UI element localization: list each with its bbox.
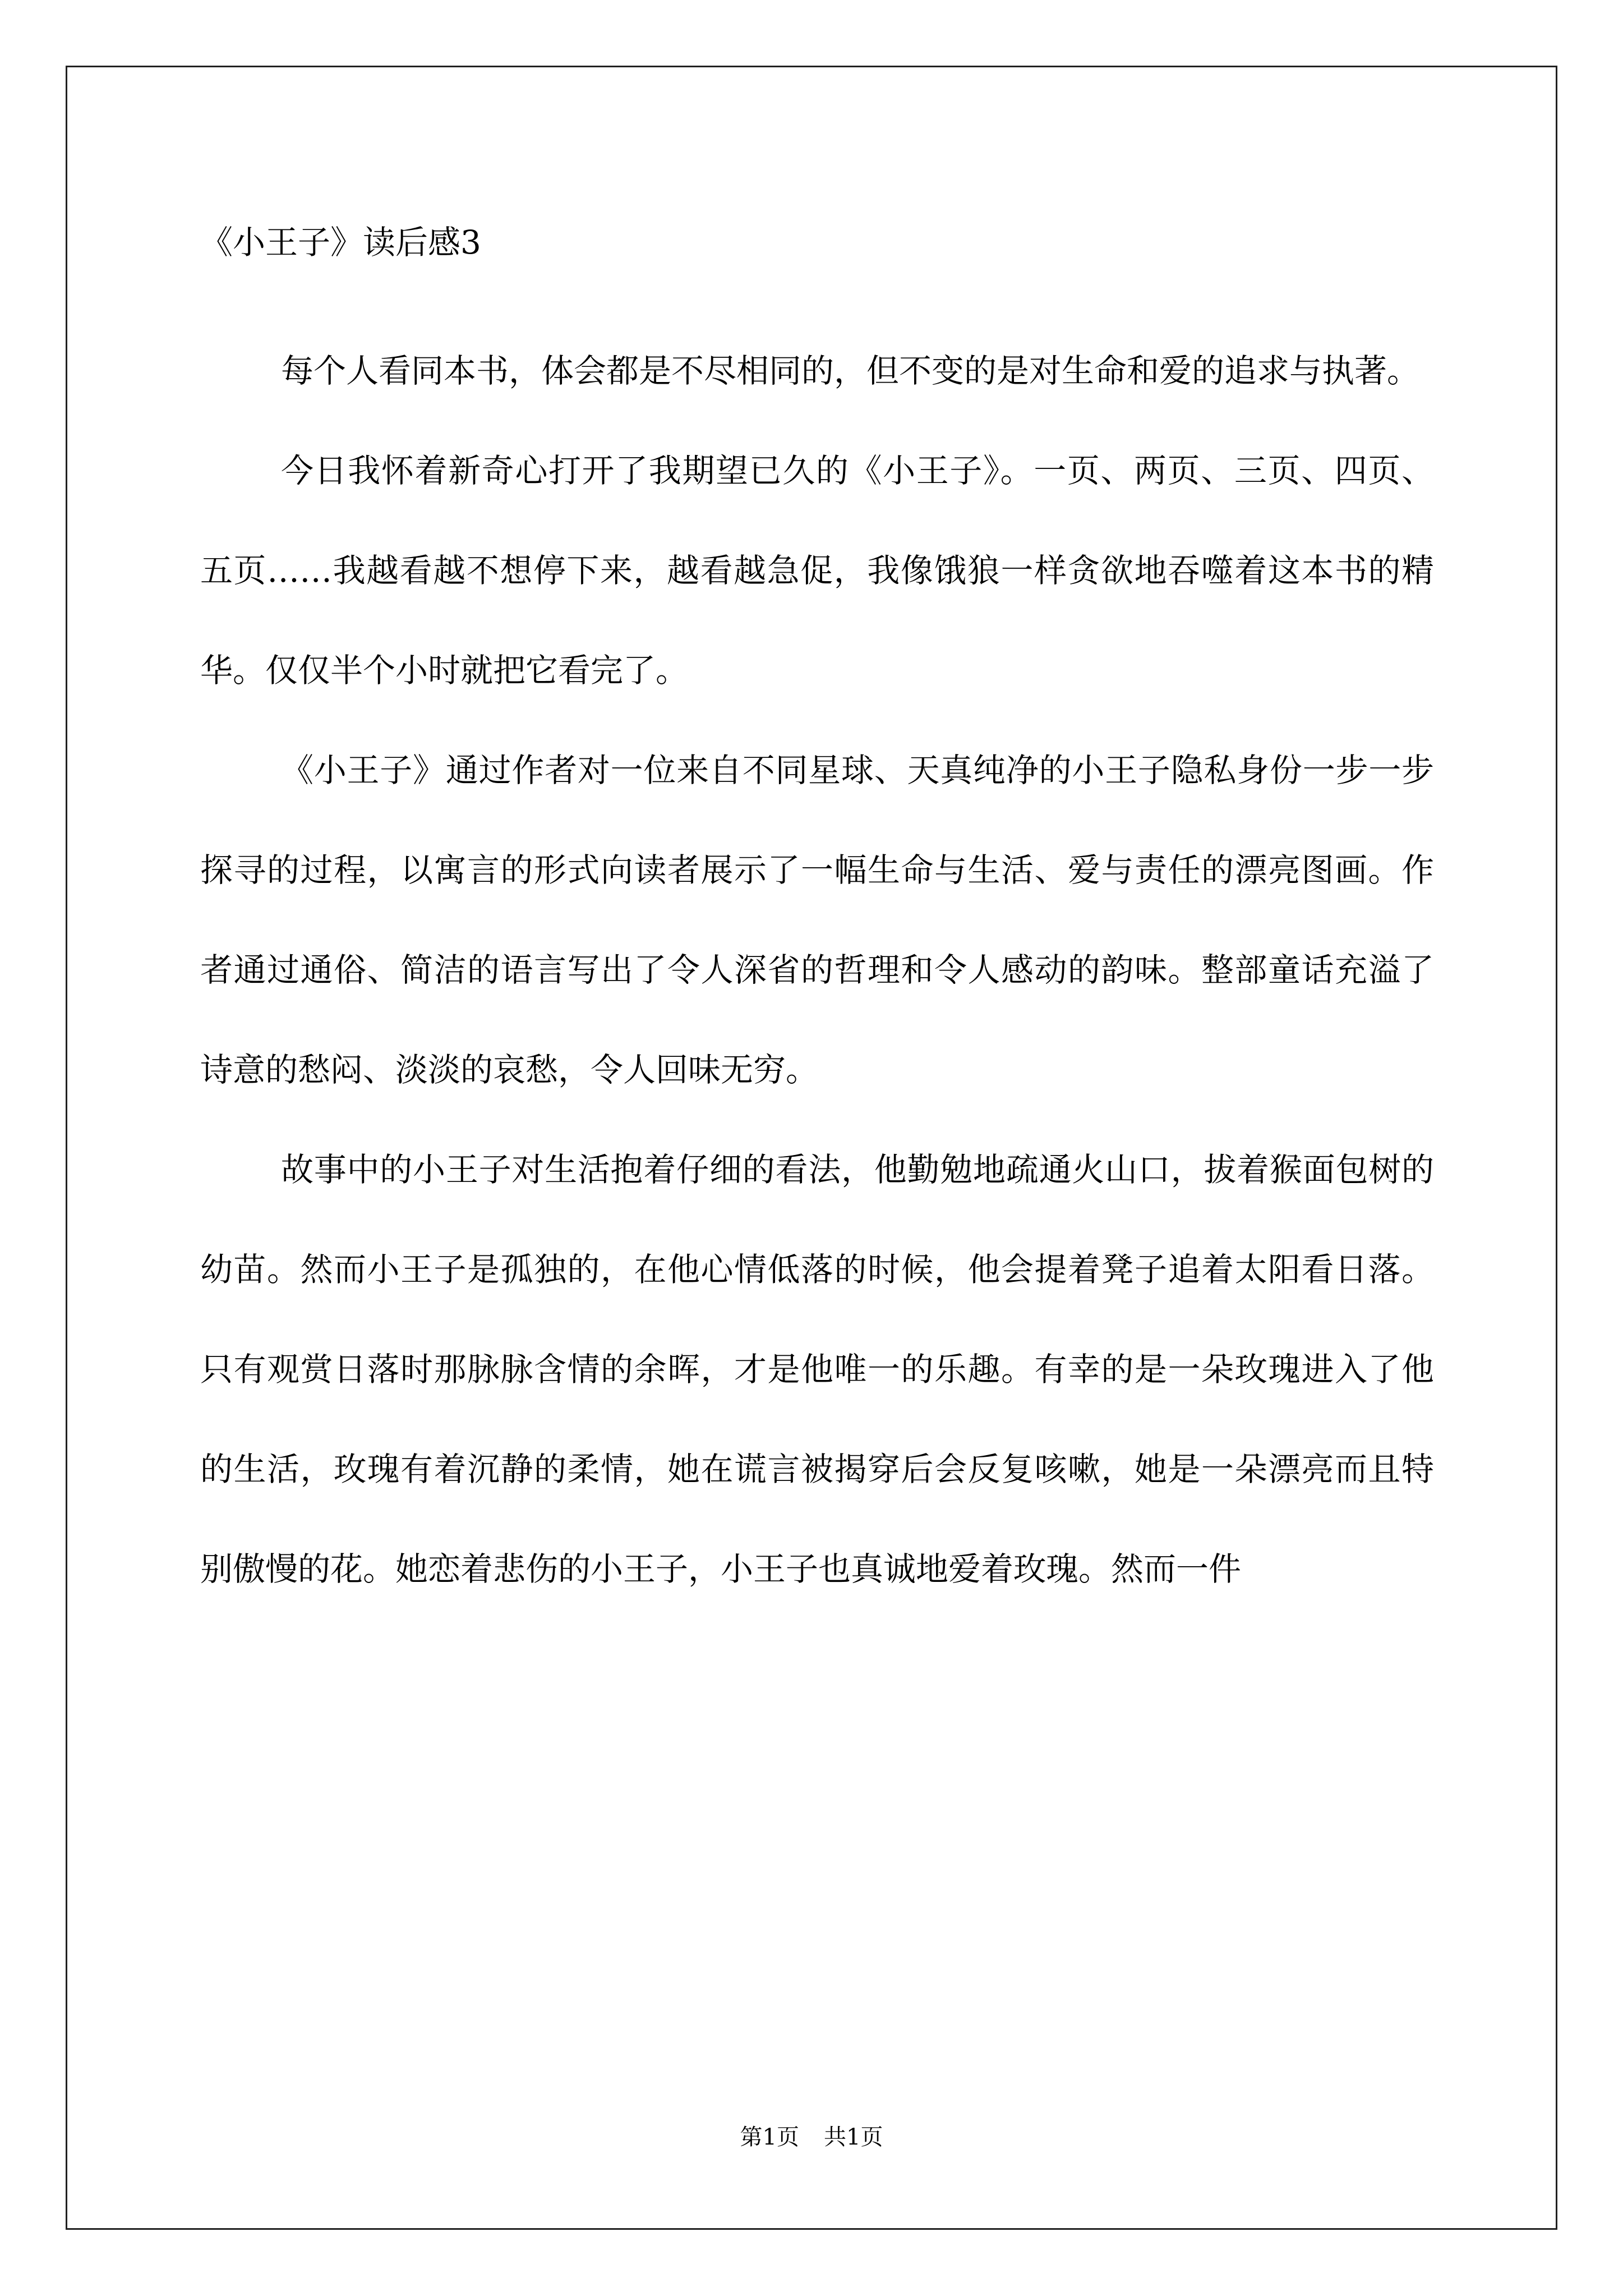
document-title: 《小王子》读后感3 xyxy=(200,223,481,261)
page-number: 第1页 xyxy=(740,2124,799,2150)
paragraph: 故事中的小王子对生活抱着仔细的看法，他勤勉地疏通火山口，拔着猴面包树的幼苗。然而小王子是孤独的，在他心情低落的时候，他会提着凳子追着太阳看日落。只有观赏日落时那脉脉含情的余晖，才是他唯一的乐趣。有幸的是一朵玫瑰进入了他的生活，玫瑰有着沉静的柔情，她在谎言被揭穿后会反复咳嗽，她是一朵漂亮而且特别傲慢的花。她恋着悲伤的小王子，小王子也真诚地爱着玫瑰。然而一件 xyxy=(200,1151,1434,1588)
document-body xyxy=(200,321,1434,1619)
paragraph: 《小王子》通过作者对一位来自不同星球、天真纯净的小王子隐私身份一步一步探寻的过程，以寓言的形式向读者展示了一幅生命与生活、爱与责任的漂亮图画。作者通过通俗、简洁的语言写出了令人深省的哲理和令人感动的韵味。整部童话充溢了诗意的愁闷、淡淡的哀愁，令人回味无穷。 xyxy=(200,751,1434,1089)
page-total: 共1页 xyxy=(824,2124,883,2150)
paragraph: 今日我怀着新奇心打开了我期望已久的《小王子》。一页、两页、三页、四页、五页……我越看越不想停下来，越看越急促，我像饿狼一样贪欲地吞噬着这本书的精华。仅仅半个小时就把它看完了。 xyxy=(200,452,1434,689)
paragraph: 每个人看同本书，体会都是不尽相同的，但不变的是对生命和爱的追求与执著。 xyxy=(281,352,1420,390)
page-footer xyxy=(0,2120,1623,2154)
